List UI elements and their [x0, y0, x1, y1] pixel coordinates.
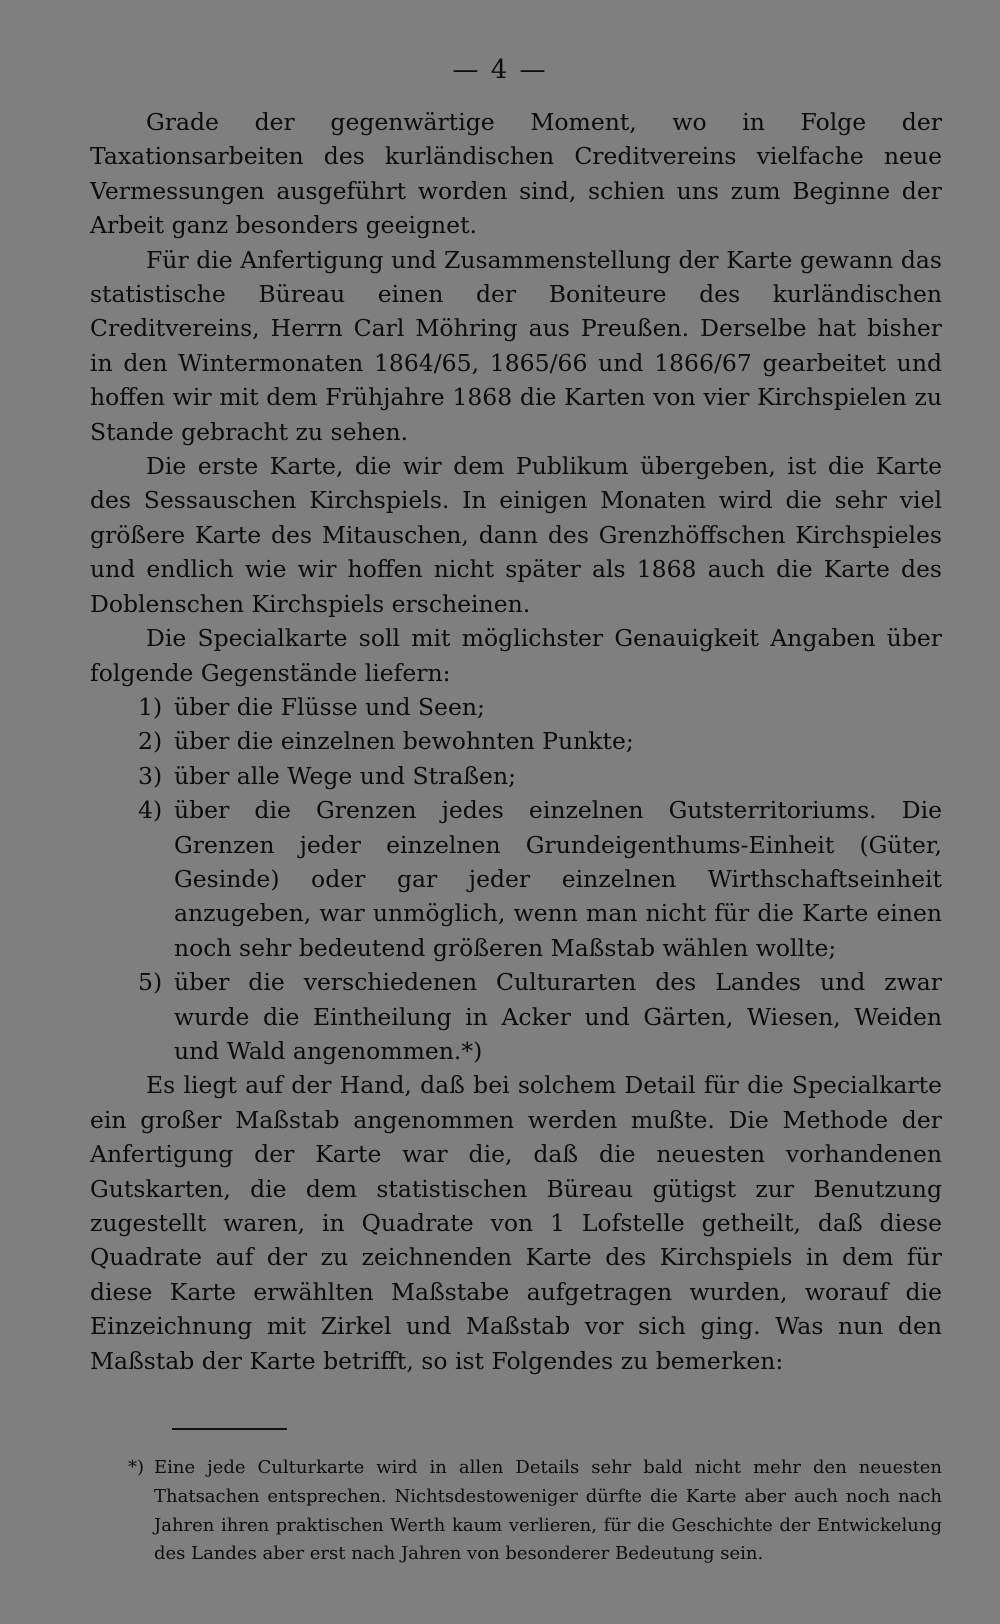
list-item — [90, 759, 942, 793]
main-text — [90, 105, 942, 1378]
list-item — [90, 965, 942, 1068]
footnote-divider — [172, 1428, 287, 1430]
list-item — [90, 690, 942, 724]
paragraph: Die erste Karte, die wir dem Publikum übergeben, ist die Karte des Sessauschen Kirchspiels. In einigen Monaten wird die sehr viel größere Karte des Mitauschen, dann des Grenzhöffschen Kirchspieles und endlich wie wir hoffen nicht später als 1868 auch die Karte des Doblenschen Kirchspiels erscheinen. — [90, 452, 942, 618]
list-item — [90, 793, 942, 965]
list-item-number: 2) — [138, 727, 163, 756]
list-item-number: 1) — [138, 692, 163, 721]
list-item-text: über die Flüsse und Seen; — [174, 692, 485, 721]
list-item-text: über die verschiedenen Culturarten des Landes und zwar wurde die Eintheilung in Acker und Gärten, Wiesen, Weiden und Wald angenommen.*) — [174, 968, 942, 1065]
page-number: — 4 — — [452, 55, 548, 85]
footnote-mark: *) — [128, 1457, 145, 1478]
footnote — [128, 1454, 942, 1569]
list-item-number: 3) — [138, 761, 163, 790]
list-item-number: 5) — [138, 968, 163, 997]
list-item — [90, 724, 942, 758]
paragraph: Es liegt auf der Hand, daß bei solchem Detail für die Specialkarte ein großer Maßstab angenommen werden mußte. Die Methode der Anfertigung der Karte war die, daß die neuesten vorhandenen Gutskarten, die dem statistischen Büreau gütigst zur Benutzung zugestellt waren, in Quadrate von 1 Lofstelle getheilt, daß diese Quadrate auf der zu zeichnenden Karte des Kirchspiels in dem für diese Karte erwählten Maßstabe aufgetragen wurden, worauf die Einzeichnung mit Zirkel und Maßstab vor sich ging. Was nun den Maßstab der Karte betrifft, so ist Folgendes zu bemerken: — [90, 1071, 942, 1375]
list-item-text: über die einzelnen bewohnten Punkte; — [174, 727, 634, 756]
paragraph: Grade der gegenwärtige Moment, wo in Folge der Taxationsarbeiten des kurländischen Creditvereins vielfache neue Vermessungen ausgeführt worden sind, schien uns zum Beginne der Arbeit ganz besonders geeignet. — [90, 108, 942, 240]
paragraph: Für die Anfertigung und Zusammenstellung der Karte gewann das statistische Büreau einen der Boniteure des kurländischen Creditvereins, Herrn Carl Möhring aus Preußen. Derselbe hat bisher in den Wintermonaten 1864/65, 1865/66 und 1866/67 gearbeitet und hoffen wir mit dem Frühjahre 1868 die Karten von vier Kirchspielen zu Stande gebracht zu sehen. — [90, 245, 942, 446]
numbered-list — [90, 690, 942, 1068]
list-item-text: über alle Wege und Straßen; — [174, 761, 517, 790]
footnote-text: Eine jede Culturkarte wird in allen Details sehr bald nicht mehr den neuesten Thatsachen entsprechen. Nichtsdestoweniger dürfte die Karte aber auch noch nach Jahren ihren praktischen Werth kaum verlieren, für die Geschichte der Entwickelung des Landes aber erst nach Jahren von besonderer Bedeutung sein. — [154, 1457, 942, 1565]
paragraph: Die Specialkarte soll mit möglichster Genauigkeit Angaben über folgende Gegenstände liefern: — [90, 624, 942, 687]
list-item-text: über die Grenzen jedes einzelnen Gutsterritoriums. Die Grenzen jeder einzelnen Grundeigenthums-Einheit (Güter, Gesinde) oder gar jeder einzelnen Wirthschaftseinheit anzugeben, war unmöglich, wenn man nicht für die Karte einen noch sehr bedeutend größeren Maßstab wählen wollte; — [174, 796, 942, 962]
list-item-number: 4) — [138, 796, 163, 825]
